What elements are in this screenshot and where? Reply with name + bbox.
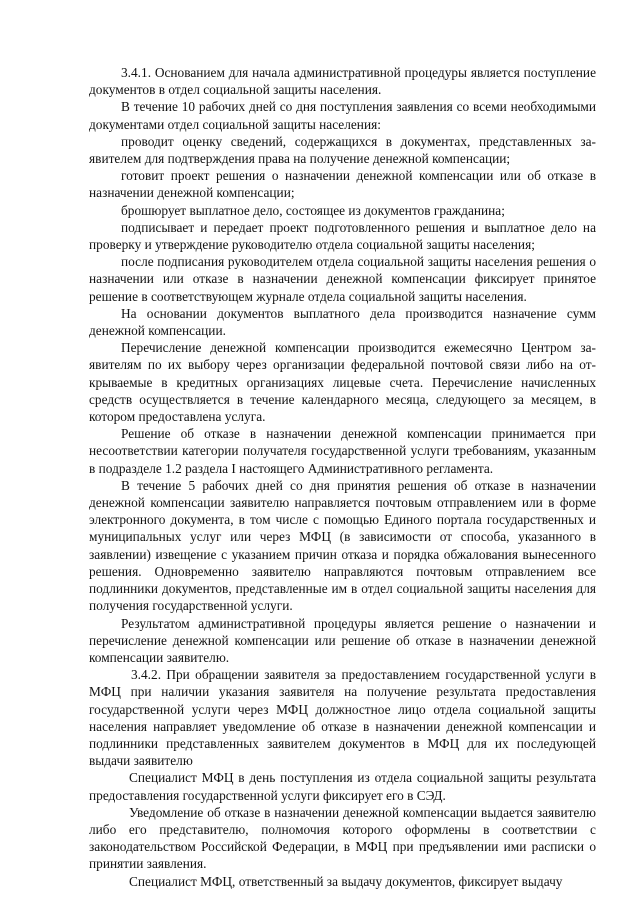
paragraph-refusal-decision: Решение об отказе в назначении денежной компенсации принимается при несоответствии категории получателя государственной услуги требованиям, указанным в подразделе 1.2 раздела I настоящего Административного регламента.: [89, 426, 596, 476]
paragraph-3-4-2: 3.4.2. При обращении заявителя за предоставлением государственной услуги в МФЦ при наличии указания заявителя на получение результата предоставления государственной услуги через МФЦ должностное лицо отдела социальной защиты населения направляет уведомление об отказе в назначении денежной компенсации и подлинники представленных заявителем документов в МФЦ для их последующей выдачи заявителю: [89, 667, 596, 769]
paragraph-result: Результатом административной процедуры является решение о назначении и перечисление денежной компенсации или решение об отказе в назначении денежной компенсации заявителю.: [89, 615, 596, 665]
paragraph-3-4-1: 3.4.1. Основанием для начала административной процедуры является поступление документов в отдел социальной защиты населения.: [89, 65, 596, 98]
paragraph-sign-transfer: подписывает и передает проект подготовленного решения и выплатное дело на проверку и утверждение руководителю отдела социальной защиты населения;: [89, 219, 596, 253]
paragraph-transfer: Перечисление денежной компенсации производится ежемесячно Центром заявителям по их выбору через организации федеральной почтовой связи либо на открываемые в кредитных организациях лицевые счета. Перечисление начисленных средств осуществляется в течение календарного месяца, следующего за месяцем, в котором предоставлена услуга.: [89, 340, 596, 425]
paragraph-five-days: В течение 5 рабочих дней со дня принятия решения об отказе в назначении денежной компенсации заявителю направляется почтовым отправлением или в форме электронного документа, в том числе с помощью Единого портала государственных и муниципальных услуг или через МФЦ (в зависимости от способа, указанного в заявлении) извещение с указанием причин отказа и порядка обжалования вынесенного решения. Одновременно заявителю направляются почтовым отправлением все подлинники документов, представленные им в отдел социальной защиты населения для получения государственной услуги.: [89, 477, 596, 614]
paragraph-prepare-draft: готовит проект решения о назначении денежной компенсации или об отказе в назначении денежной компенсации;: [89, 168, 596, 201]
paragraph-basis: На основании документов выплатного дела производится назначение сумм денежной компенсации.: [89, 305, 596, 339]
document-page: [89, 64, 596, 890]
paragraph-mfc-issuance: Специалист МФЦ, ответственный за выдачу документов, фиксирует выдачу: [129, 873, 563, 889]
paragraph-notice-issued: Уведомление об отказе в назначении денежной компенсации выдается заявителю либо его представителю, полномочия которого оформлены в соответствии с законодательством Российской Федерации, в МФЦ при предъявлении ими расписки о принятии заявления.: [89, 804, 596, 872]
paragraph-bind-file: брошюрует выплатное дело, состоящее из документов гражданина;: [121, 202, 505, 218]
paragraph-ten-days: В течение 10 рабочих дней со дня поступления заявления со всеми необходимыми документами отдел социальной защиты населения:: [89, 99, 596, 132]
paragraph-mfc-registers: Специалист МФЦ в день поступления из отдела социальной защиты результата предоставления государственной услуги фиксирует его в СЭД.: [89, 770, 596, 803]
paragraph-assess: проводит оценку сведений, содержащихся в документах, представленных заявителем для подтверждения права на получение денежной компенсации;: [89, 133, 596, 167]
paragraph-after-signing: после подписания руководителем отдела социальной защиты населения решения о назначении или отказе в назначении денежной компенсации фиксирует принятое решение в соответствующем журнале отдела социальной защиты населения.: [89, 254, 596, 304]
